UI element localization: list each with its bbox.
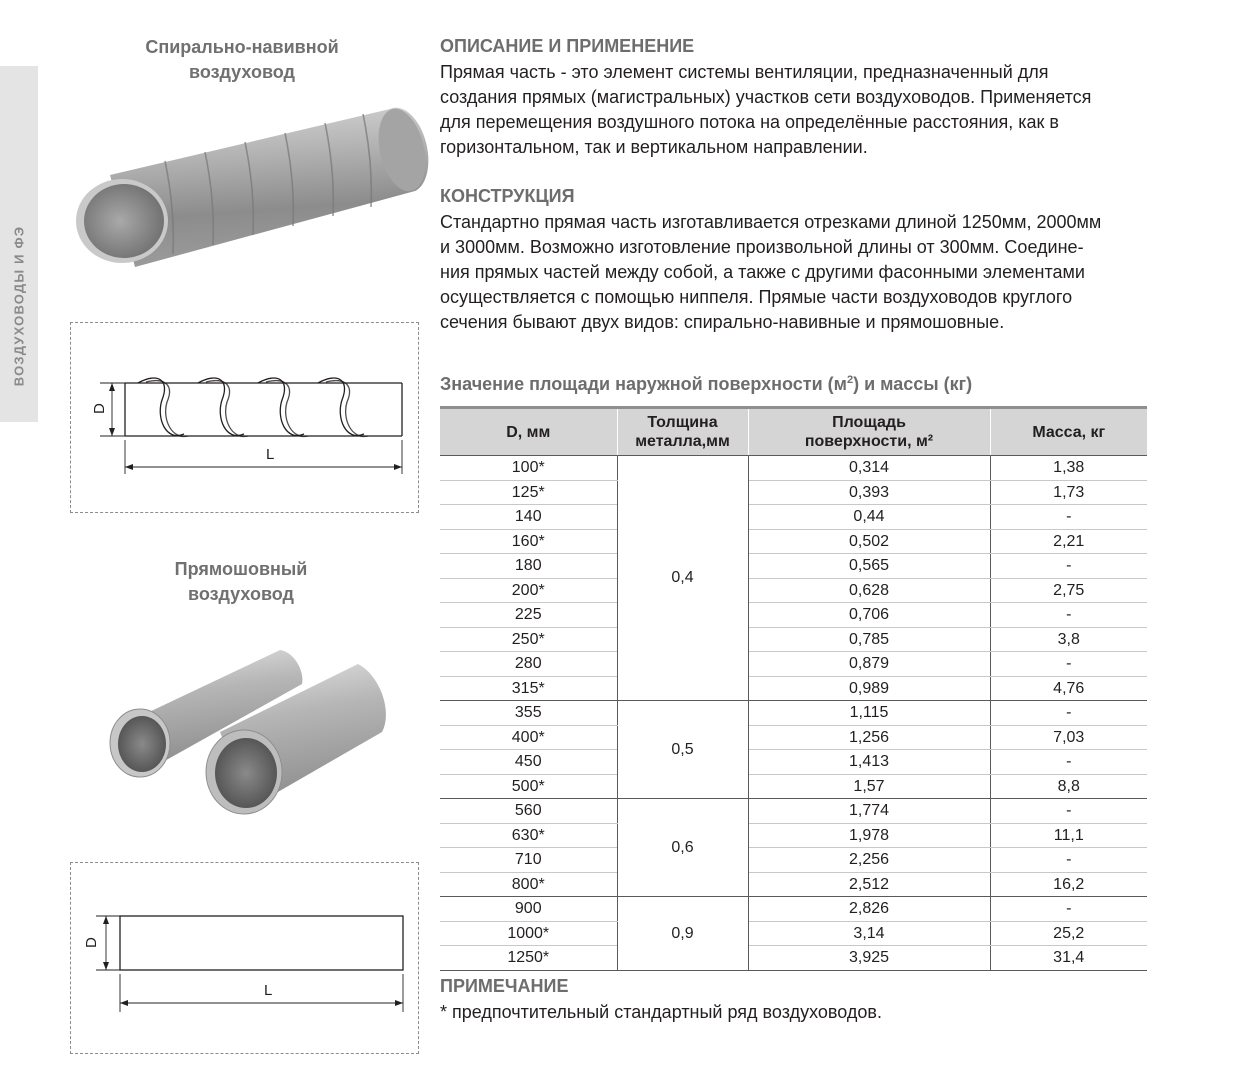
cell-area: 1,978 <box>748 823 990 848</box>
table-body <box>440 456 1147 971</box>
table-row <box>440 946 1147 971</box>
cell-mass: - <box>990 554 1147 579</box>
description-text <box>440 60 1160 160</box>
construction-line: сечения бывают двух видов: спирально-навивные и прямошовные. <box>440 312 1005 332</box>
header-thickness <box>617 408 748 456</box>
header-area-line1: Площадь <box>832 414 906 431</box>
cell-mass: - <box>990 799 1147 824</box>
cell-mass: 1,38 <box>990 456 1147 481</box>
cell-area: 0,989 <box>748 676 990 701</box>
table-row <box>440 725 1147 750</box>
description-line: создания прямых (магистральных) участков сети воздуховодов. Применяется <box>440 87 1092 107</box>
table-row <box>440 774 1147 799</box>
table-row <box>440 578 1147 603</box>
cell-mass: 3,8 <box>990 627 1147 652</box>
cell-diameter: 1000* <box>440 921 617 946</box>
description-heading: ОПИСАНИЕ И ПРИМЕНЕНИЕ <box>440 36 695 56</box>
cell-diameter: 100* <box>440 456 617 481</box>
spiral-duct-photo <box>60 95 430 285</box>
cell-diameter: 160* <box>440 529 617 554</box>
cell-area: 0,628 <box>748 578 990 603</box>
cell-area: 0,785 <box>748 627 990 652</box>
header-thickness-line1: Толщина <box>647 414 718 431</box>
cell-mass: 8,8 <box>990 774 1147 799</box>
cell-mass: 2,75 <box>990 578 1147 603</box>
cell-mass: 25,2 <box>990 921 1147 946</box>
cell-thickness: 0,6 <box>617 799 748 897</box>
cell-diameter: 140 <box>440 505 617 530</box>
header-area <box>748 408 990 456</box>
cell-mass: 2,21 <box>990 529 1147 554</box>
description-line: Прямая часть - это элемент системы вентиляции, предназначенный для <box>440 62 1049 82</box>
cell-area: 0,879 <box>748 652 990 677</box>
cell-mass: 4,76 <box>990 676 1147 701</box>
table-row <box>440 529 1147 554</box>
construction-line: и 3000мм. Возможно изготовление произвольной длины от 300мм. Соедине- <box>440 237 1084 257</box>
construction-line: ния прямых частей между собой, а также с другими фасонными элементами <box>440 262 1085 282</box>
table-row <box>440 701 1147 726</box>
cell-diameter: 560 <box>440 799 617 824</box>
cell-diameter: 450 <box>440 750 617 775</box>
cell-thickness: 0,5 <box>617 701 748 799</box>
cell-diameter: 180 <box>440 554 617 579</box>
table-caption-start: Значение площади наружной поверхности (м <box>440 374 847 394</box>
cell-mass: - <box>990 505 1147 530</box>
straight-diagram-d-label: D <box>83 937 100 948</box>
table-row <box>440 480 1147 505</box>
cell-diameter: 900 <box>440 897 617 922</box>
cell-mass: 7,03 <box>990 725 1147 750</box>
straight-duct-photo <box>100 640 400 825</box>
table-row <box>440 823 1147 848</box>
table-caption-end: ) и массы (кг) <box>853 374 973 394</box>
cell-area: 0,565 <box>748 554 990 579</box>
header-diameter: D, мм <box>440 408 617 456</box>
cell-area: 1,57 <box>748 774 990 799</box>
section-side-label: ВОЗДУХОВОДЫ И ФЭ <box>11 225 27 387</box>
cell-diameter: 630* <box>440 823 617 848</box>
straight-duct-diagram <box>70 862 419 1054</box>
cell-area: 0,706 <box>748 603 990 628</box>
cell-mass: - <box>990 603 1147 628</box>
construction-text <box>440 210 1160 335</box>
cell-mass: 11,1 <box>990 823 1147 848</box>
spiral-diagram-l-label: L <box>266 446 275 463</box>
cell-mass: 31,4 <box>990 946 1147 971</box>
table-row <box>440 848 1147 873</box>
cell-mass: - <box>990 848 1147 873</box>
construction-line: осуществляется с помощью ниппеля. Прямые части воздуховодов круглого <box>440 287 1073 307</box>
straight-duct-title-line1: Прямошовный <box>174 559 308 579</box>
cell-mass: 16,2 <box>990 872 1147 897</box>
cell-area: 2,512 <box>748 872 990 897</box>
cell-diameter: 710 <box>440 848 617 873</box>
table-row <box>440 652 1147 677</box>
cell-area: 2,826 <box>748 897 990 922</box>
table-row <box>440 505 1147 530</box>
spiral-duct-diagram <box>70 322 419 513</box>
cell-thickness: 0,4 <box>617 456 748 701</box>
cell-mass: - <box>990 897 1147 922</box>
cell-diameter: 400* <box>440 725 617 750</box>
cell-area: 0,502 <box>748 529 990 554</box>
cell-mass: - <box>990 750 1147 775</box>
cell-diameter: 355 <box>440 701 617 726</box>
cell-diameter: 1250* <box>440 946 617 971</box>
duct-spec-table <box>440 406 1147 971</box>
table-caption-sup: 2 <box>846 374 854 386</box>
cell-diameter: 225 <box>440 603 617 628</box>
description-line: горизонтальном, так и вертикальном направлении. <box>440 137 868 157</box>
spiral-duct-title <box>112 35 372 85</box>
cell-area: 3,925 <box>748 946 990 971</box>
cell-area: 0,393 <box>748 480 990 505</box>
cell-diameter: 800* <box>440 872 617 897</box>
cell-diameter: 125* <box>440 480 617 505</box>
cell-thickness: 0,9 <box>617 897 748 971</box>
cell-diameter: 315* <box>440 676 617 701</box>
table-row <box>440 676 1147 701</box>
cell-diameter: 280 <box>440 652 617 677</box>
note-text: * предпочтительный стандартный ряд воздуховодов. <box>440 1002 882 1022</box>
cell-area: 2,256 <box>748 848 990 873</box>
section-side-tab <box>0 66 38 422</box>
table-row <box>440 554 1147 579</box>
cell-mass: 1,73 <box>990 480 1147 505</box>
spiral-duct-title-line1: Спирально-навивной <box>145 37 339 57</box>
cell-area: 1,774 <box>748 799 990 824</box>
construction-line: Стандартно прямая часть изготавливается отрезками длиной 1250мм, 2000мм <box>440 212 1102 232</box>
straight-duct-title <box>111 557 371 607</box>
table-header-row <box>440 408 1147 456</box>
cell-diameter: 250* <box>440 627 617 652</box>
cell-diameter: 200* <box>440 578 617 603</box>
construction-heading: КОНСТРУКЦИЯ <box>440 186 575 206</box>
straight-diagram-l-label: L <box>264 982 273 999</box>
cell-area: 0,44 <box>748 505 990 530</box>
table-row <box>440 872 1147 897</box>
header-area-line2: поверхности, м² <box>804 433 934 450</box>
cell-mass: - <box>990 701 1147 726</box>
table-caption <box>440 374 972 395</box>
spiral-diagram-d-label: D <box>91 403 108 414</box>
cell-diameter: 500* <box>440 774 617 799</box>
header-mass: Масса, кг <box>990 408 1147 456</box>
header-thickness-line2: металла,мм <box>635 433 730 450</box>
cell-mass: - <box>990 652 1147 677</box>
cell-area: 0,314 <box>748 456 990 481</box>
cell-area: 3,14 <box>748 921 990 946</box>
table-row <box>440 799 1147 824</box>
spiral-duct-title-line2: воздуховод <box>189 62 295 82</box>
straight-duct-title-line2: воздуховод <box>188 584 294 604</box>
table-row <box>440 627 1147 652</box>
table-row <box>440 921 1147 946</box>
description-line: для перемещения воздушного потока на определённые расстояния, как в <box>440 112 1059 132</box>
table-row <box>440 750 1147 775</box>
cell-area: 1,413 <box>748 750 990 775</box>
table-row <box>440 603 1147 628</box>
cell-area: 1,256 <box>748 725 990 750</box>
cell-area: 1,115 <box>748 701 990 726</box>
note-heading: ПРИМЕЧАНИЕ <box>440 976 569 996</box>
table-row <box>440 456 1147 481</box>
table-row <box>440 897 1147 922</box>
